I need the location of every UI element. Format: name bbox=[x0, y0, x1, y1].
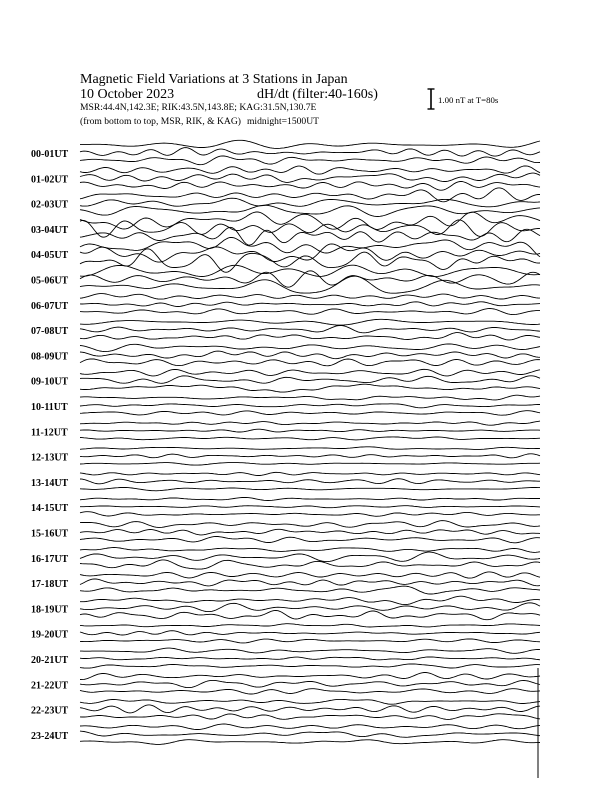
station-coordinates: MSR:44.4N,142.3E; RIK:43.5N,143.8E; KAG:31.5N,130.7E bbox=[80, 102, 317, 113]
trace-kag-12-13UT bbox=[80, 447, 540, 450]
trace-msr-14-15UT bbox=[80, 512, 540, 517]
trace-rik-12-13UT bbox=[80, 454, 540, 458]
hour-label: 22-23UT bbox=[31, 705, 69, 717]
trace-rik-23-24UT bbox=[80, 731, 540, 737]
hour-label: 13-14UT bbox=[31, 477, 69, 489]
hour-label: 08-09UT bbox=[31, 351, 69, 363]
trace-kag-01-02UT bbox=[80, 166, 540, 174]
quantity-label: dH/dt (filter:40-160s) bbox=[257, 87, 378, 102]
trace-msr-15-16UT bbox=[80, 537, 540, 543]
hour-label: 11-12UT bbox=[31, 427, 68, 439]
trace-rik-18-19UT bbox=[80, 603, 540, 612]
trace-kag-06-07UT bbox=[80, 294, 540, 300]
trace-kag-16-17UT bbox=[80, 548, 540, 553]
hour-label: 12-13UT bbox=[31, 452, 69, 464]
hour-label: 09-10UT bbox=[31, 376, 69, 388]
trace-msr-16-17UT bbox=[80, 560, 540, 569]
trace-kag-22-23UT bbox=[80, 699, 540, 704]
trace-rik-13-14UT bbox=[80, 479, 540, 484]
chart-title: Magnetic Field Variations at 3 Stations in Japan bbox=[80, 72, 348, 87]
trace-kag-20-21UT bbox=[80, 648, 540, 653]
trace-kag-18-19UT bbox=[80, 596, 540, 604]
trace-msr-01-02UT bbox=[80, 182, 540, 191]
trace-rik-00-01UT bbox=[80, 148, 540, 157]
hour-label: 05-06UT bbox=[31, 275, 69, 287]
hour-label: 21-22UT bbox=[31, 680, 69, 692]
trace-msr-02-03UT bbox=[80, 205, 540, 216]
trace-rik-07-08UT bbox=[80, 326, 540, 333]
hour-label: 04-05UT bbox=[31, 250, 69, 262]
trace-kag-13-14UT bbox=[80, 472, 540, 475]
trace-rik-09-10UT bbox=[80, 376, 540, 384]
trace-msr-23-24UT bbox=[80, 740, 540, 745]
trace-msr-00-01UT bbox=[80, 156, 540, 165]
trace-rik-08-09UT bbox=[80, 351, 540, 359]
trace-rik-01-02UT bbox=[80, 173, 540, 182]
trace-msr-11-12UT bbox=[80, 437, 540, 440]
trace-msr-08-09UT bbox=[80, 359, 540, 366]
order-text: (from bottom to top, MSR, RIK, & KAG) bbox=[80, 116, 241, 127]
hour-label: 17-18UT bbox=[31, 579, 69, 591]
hour-label: 20-21UT bbox=[31, 655, 69, 666]
trace-kag-15-16UT bbox=[80, 521, 540, 528]
trace-rik-17-18UT bbox=[80, 579, 540, 586]
hour-label: 03-04UT bbox=[31, 224, 69, 236]
hour-label: 15-16UT bbox=[31, 528, 69, 540]
hour-label: 00-01UT bbox=[31, 149, 69, 160]
trace-msr-20-21UT bbox=[80, 664, 540, 668]
trace-rik-02-03UT bbox=[80, 198, 540, 207]
trace-kag-10-11UT bbox=[80, 395, 540, 400]
trace-rik-20-21UT bbox=[80, 657, 540, 660]
scale-label: 1.00 nT at T=80s bbox=[438, 95, 499, 105]
trace-msr-21-22UT bbox=[80, 689, 540, 694]
trace-msr-22-23UT bbox=[80, 714, 540, 720]
trace-rik-10-11UT bbox=[80, 404, 540, 408]
hour-label: 10-11UT bbox=[31, 402, 68, 413]
trace-msr-13-14UT bbox=[80, 488, 540, 491]
trace-msr-09-10UT bbox=[80, 384, 540, 392]
trace-rik-22-23UT bbox=[80, 705, 540, 713]
trace-rik-11-12UT bbox=[80, 429, 540, 432]
trace-kag-21-22UT bbox=[80, 673, 540, 680]
trace-msr-05-06UT bbox=[80, 276, 540, 293]
trace-kag-23-24UT bbox=[80, 724, 540, 730]
trace-kag-09-10UT bbox=[80, 369, 540, 376]
hour-label: 07-08UT bbox=[31, 326, 69, 338]
trace-rik-15-16UT bbox=[80, 529, 540, 535]
hour-label: 06-07UT bbox=[31, 300, 69, 312]
trace-kag-08-09UT bbox=[80, 344, 540, 352]
trace-kag-19-20UT bbox=[80, 624, 540, 627]
trace-kag-00-01UT bbox=[80, 140, 540, 148]
trace-rik-05-06UT bbox=[80, 271, 540, 287]
trace-msr-10-11UT bbox=[80, 411, 540, 416]
trace-kag-11-12UT bbox=[80, 421, 540, 425]
trace-msr-18-19UT bbox=[80, 611, 540, 620]
hour-label: 23-24UT bbox=[31, 730, 69, 742]
trace-rik-14-15UT bbox=[80, 506, 540, 508]
hour-label: 02-03UT bbox=[31, 199, 69, 211]
trace-kag-03-04UT bbox=[80, 212, 540, 229]
chart-date: 10 October 2023 bbox=[80, 87, 175, 102]
trace-kag-14-15UT bbox=[80, 497, 540, 500]
midnight-note: midnight=1500UT bbox=[246, 116, 320, 127]
hour-label: 01-02UT bbox=[31, 174, 69, 186]
trace-msr-06-07UT bbox=[80, 309, 540, 315]
trace-rik-16-17UT bbox=[80, 552, 540, 562]
trace-kag-07-08UT bbox=[80, 319, 540, 325]
hour-label: 14-15UT bbox=[31, 503, 69, 515]
trace-msr-12-13UT bbox=[80, 463, 540, 466]
hour-label: 16-17UT bbox=[31, 553, 69, 565]
trace-kag-17-18UT bbox=[80, 572, 540, 578]
trace-rik-06-07UT bbox=[80, 302, 540, 307]
trace-msr-19-20UT bbox=[80, 639, 540, 643]
trace-rik-21-22UT bbox=[80, 680, 540, 687]
trace-kag-02-03UT bbox=[80, 188, 540, 202]
hour-label: 19-20UT bbox=[31, 629, 69, 641]
trace-msr-07-08UT bbox=[80, 333, 540, 340]
hour-label: 18-19UT bbox=[31, 604, 69, 616]
trace-rik-19-20UT bbox=[80, 631, 540, 635]
trace-msr-17-18UT bbox=[80, 586, 540, 594]
